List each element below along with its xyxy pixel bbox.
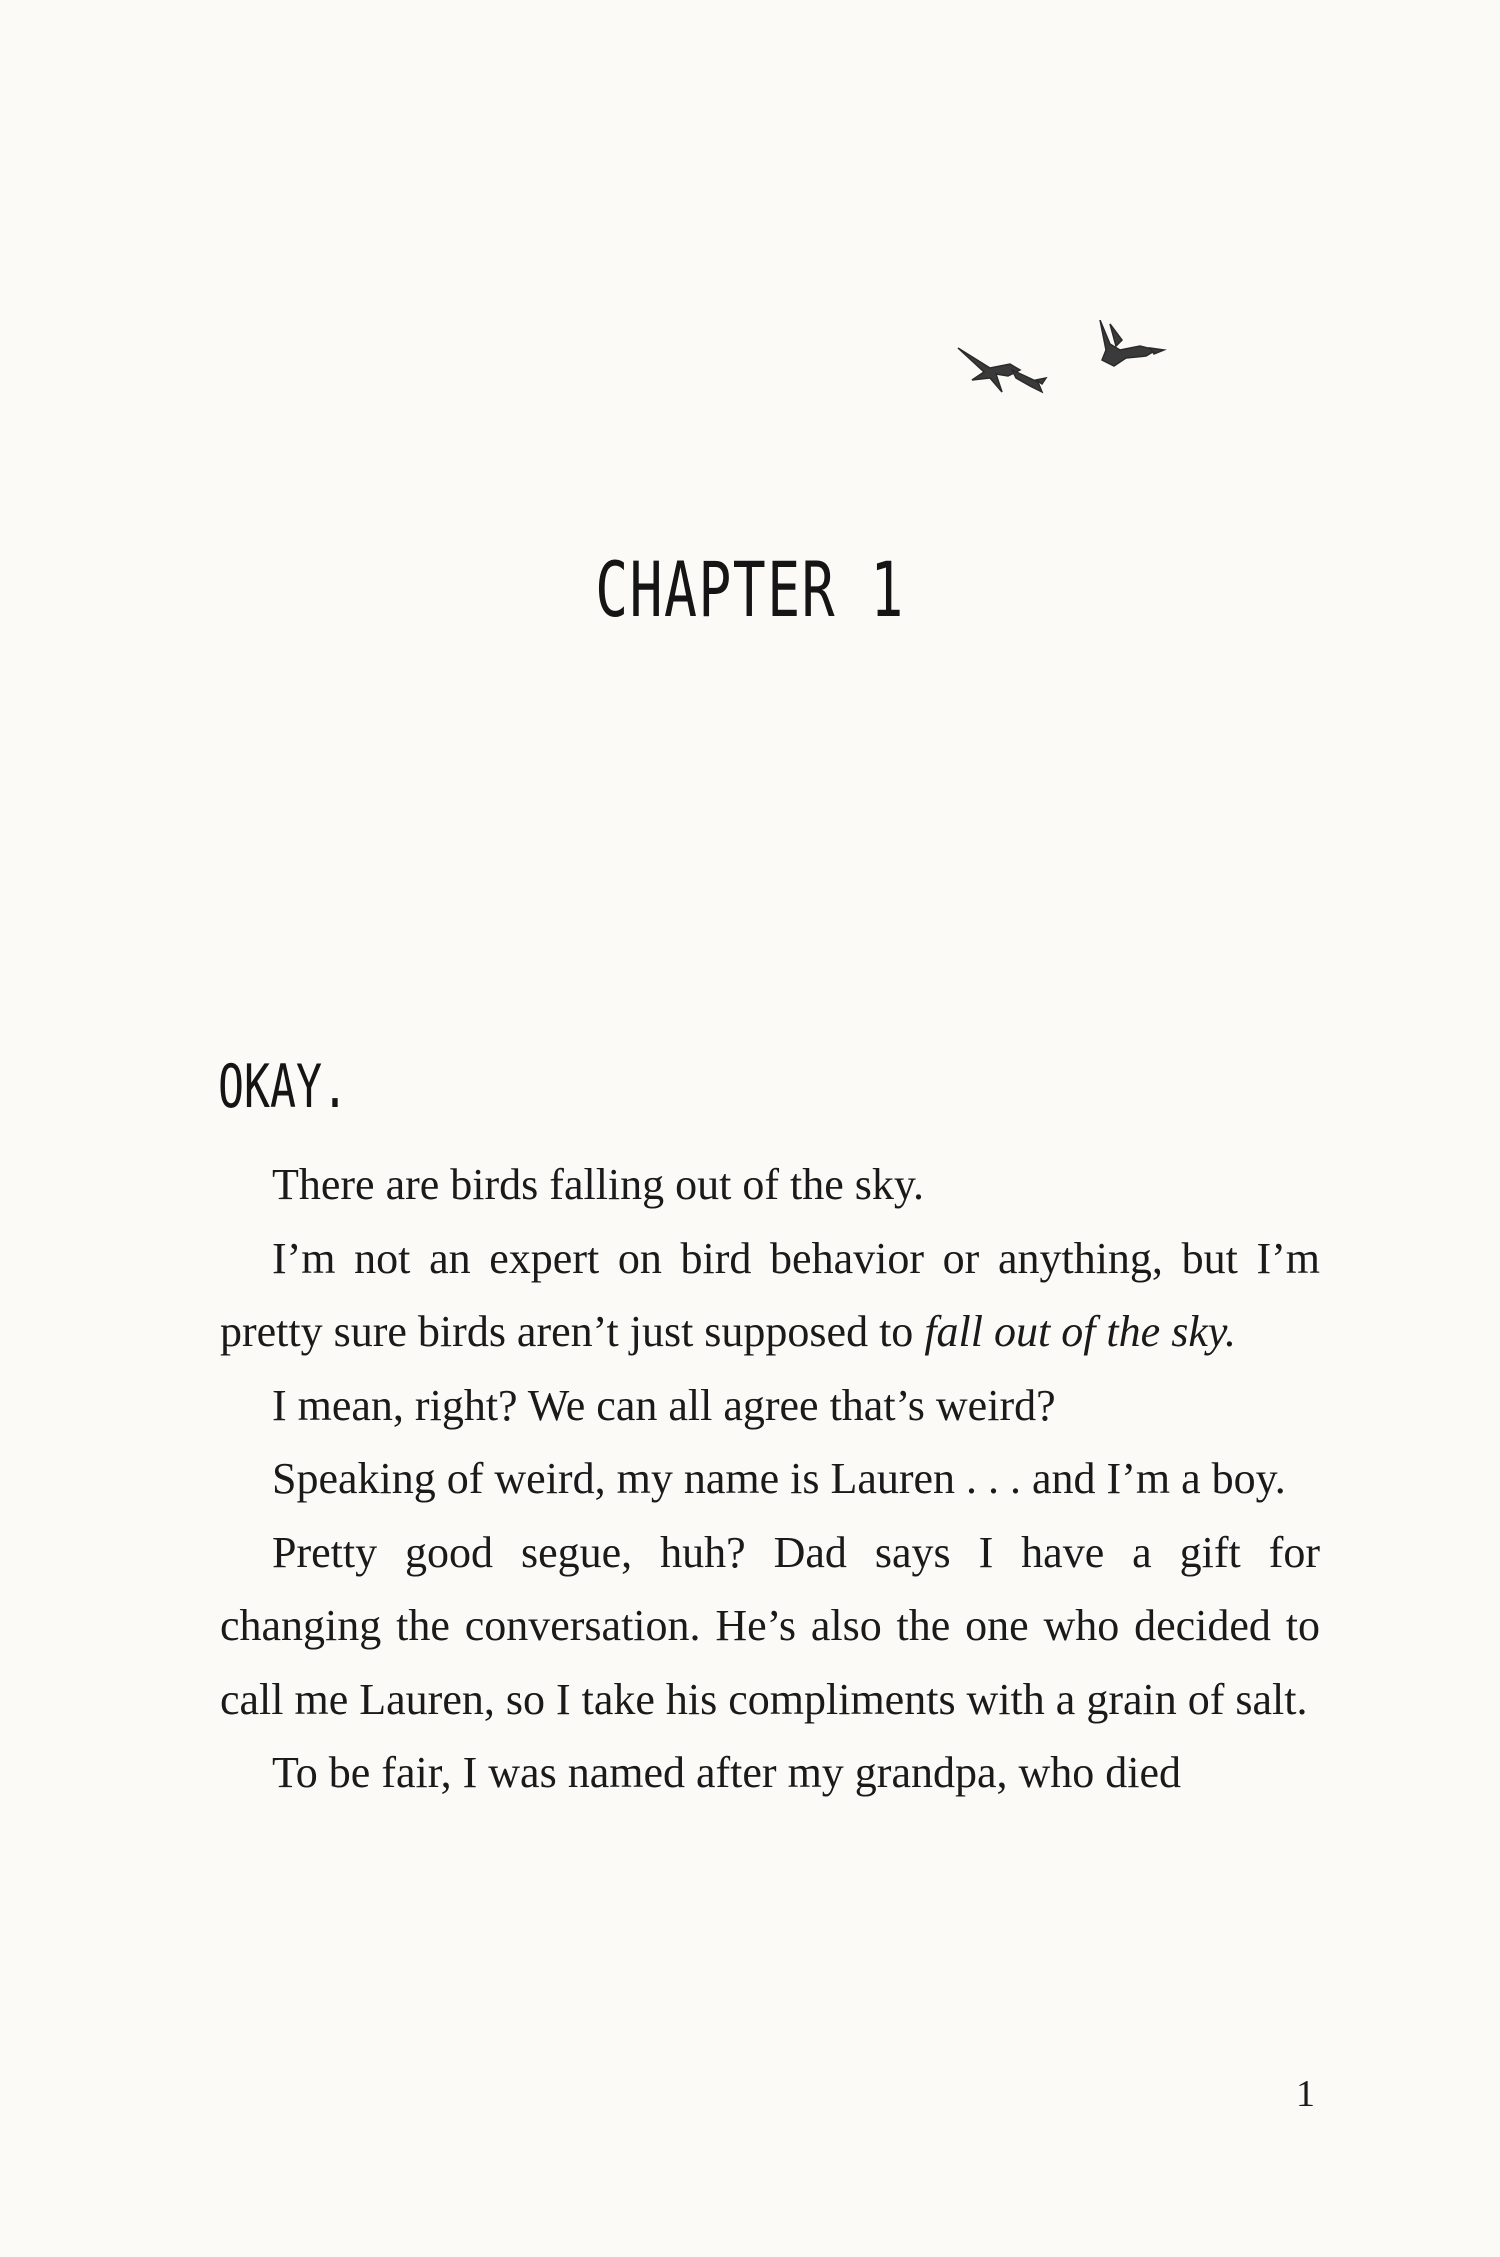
bird-right-icon bbox=[1100, 320, 1164, 366]
paragraph: Speaking of weird, my name is Lauren . . . and I’m a boy. bbox=[272, 1454, 1286, 1503]
chapter-title: CHAPTER 1 bbox=[595, 545, 905, 634]
page-number: 1 bbox=[1296, 2073, 1315, 2115]
bird-left-icon bbox=[958, 348, 1046, 392]
chapter-body bbox=[220, 1148, 1320, 1810]
paragraph-italic-text: fall out of the sky. bbox=[924, 1307, 1236, 1356]
paragraph-text: I’m not an expert on bird behavior or anything, but I’m pretty sure birds aren’t just supposed to bbox=[220, 1233, 1320, 1356]
paragraph: There are birds falling out of the sky. bbox=[272, 1160, 925, 1209]
opening-word: OKAY. bbox=[218, 1052, 349, 1122]
paragraph bbox=[220, 1222, 1320, 1369]
paragraph: To be fair, I was named after my grandpa, who died bbox=[272, 1748, 1182, 1797]
paragraph: I mean, right? We can all agree that’s weird? bbox=[272, 1380, 1056, 1430]
paragraph: Pretty good segue, huh? Dad says I have a gift for changing the conversation. He’s also the one who decided to call me Lauren, so I take his compliments with a grain of salt. bbox=[220, 1527, 1320, 1724]
flying-birds-icon bbox=[950, 320, 1210, 430]
